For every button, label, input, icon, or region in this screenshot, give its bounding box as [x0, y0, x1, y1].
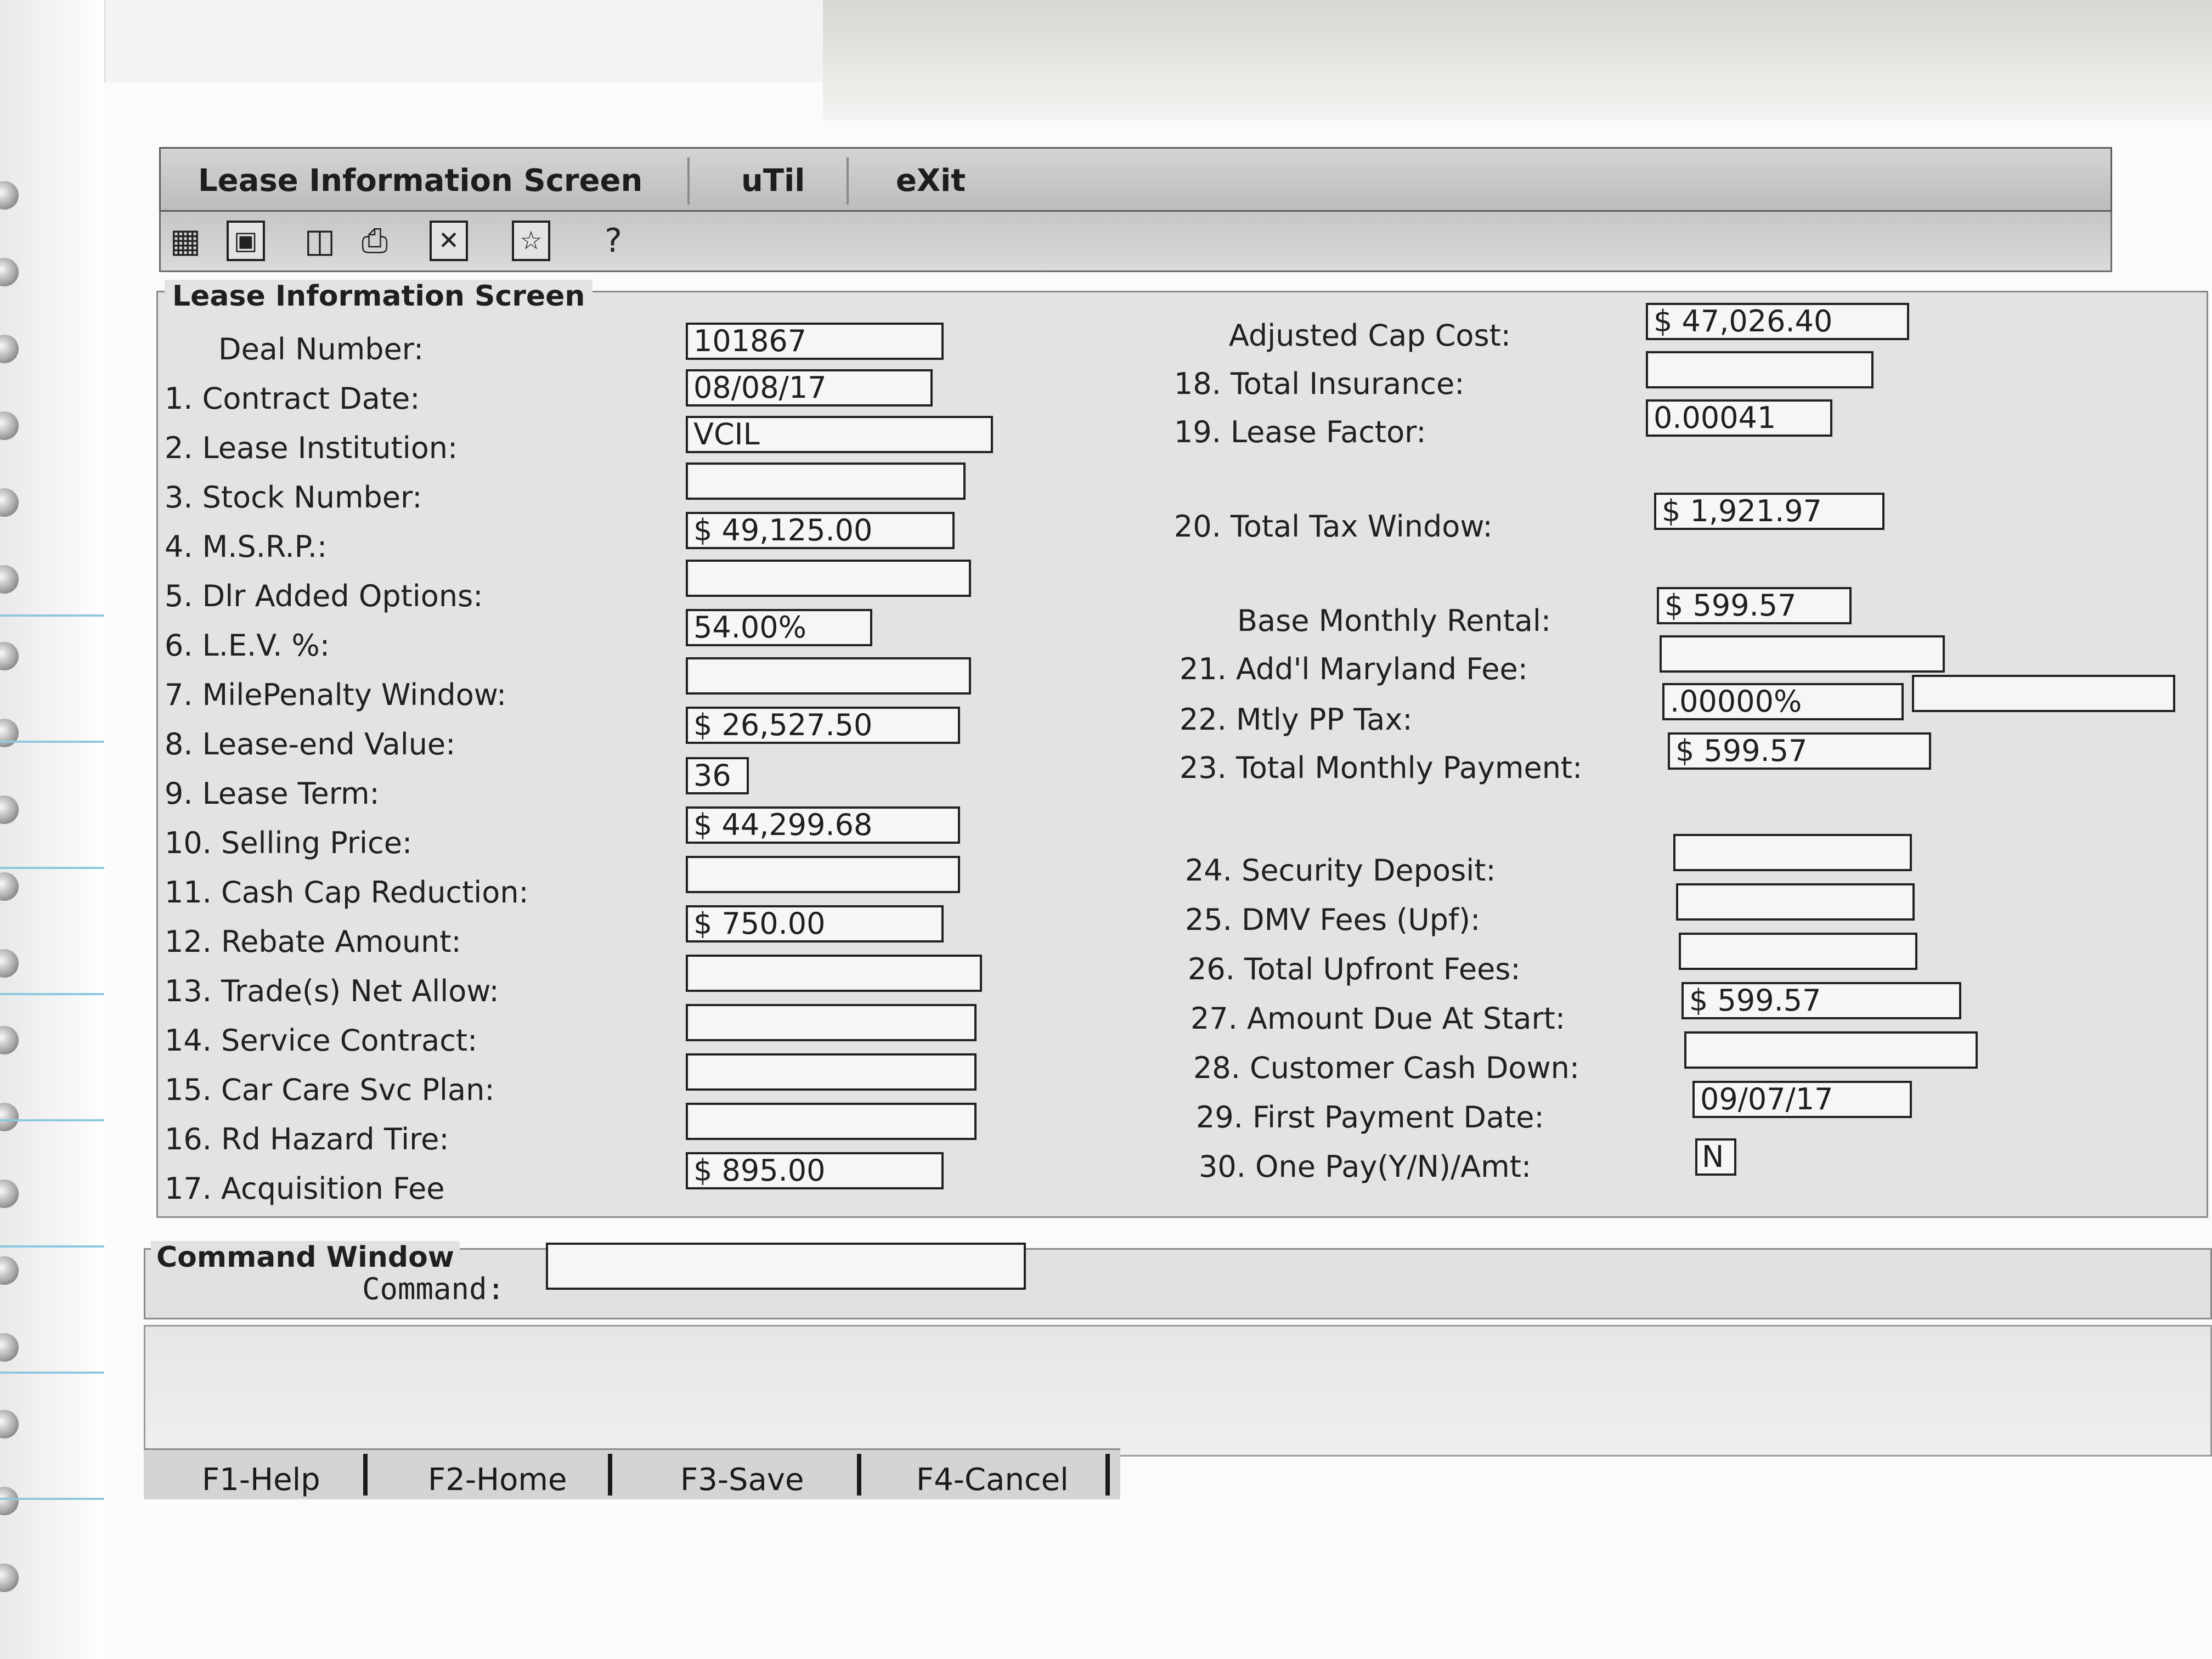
cash-cap-reduction-field[interactable] — [686, 856, 960, 893]
addl-maryland-fee-field[interactable] — [1660, 635, 1945, 673]
base-monthly-rental-label: Base Monthly Rental: — [1237, 603, 1551, 638]
msrp-label: 4. M.S.R.P.: — [165, 529, 328, 564]
amount-due-at-start-label: 27. Amount Due At Start: — [1190, 1001, 1566, 1036]
panel-title: Lease Information Screen — [165, 280, 592, 313]
total-monthly-payment-field[interactable]: $ 599.57 — [1668, 732, 1931, 770]
contract-date-label: 1. Contract Date: — [165, 381, 420, 416]
stock-number-field[interactable] — [686, 462, 966, 500]
rd-hazard-tire-field[interactable] — [686, 1103, 977, 1140]
tree-icon[interactable]: ☆ — [512, 221, 550, 261]
fkey-separator — [1105, 1454, 1110, 1496]
total-monthly-payment-label: 23. Total Monthly Payment: — [1180, 751, 1583, 785]
command-label: Command: — [362, 1272, 505, 1306]
addl-maryland-fee-label: 21. Add'l Maryland Fee: — [1180, 652, 1528, 686]
ruled-line — [0, 614, 104, 617]
rebate-amount-label: 12. Rebate Amount: — [165, 924, 461, 959]
dmv-fees-field[interactable] — [1676, 883, 1915, 921]
printer-icon[interactable]: ⎙ — [362, 222, 388, 260]
msrp-field[interactable]: $ 49,125.00 — [686, 512, 955, 549]
adjusted-cap-cost-label: Adjusted Cap Cost: — [1229, 318, 1511, 353]
lease-institution-label: 2. Lease Institution: — [165, 431, 458, 465]
spiral-ring — [0, 258, 19, 286]
customer-cash-down-field[interactable] — [1684, 1031, 1978, 1069]
lease-factor-label: 19. Lease Factor: — [1174, 415, 1426, 449]
spiral-ring — [0, 1026, 19, 1054]
first-payment-date-label: 29. First Payment Date: — [1196, 1100, 1544, 1135]
spiral-ring — [0, 949, 19, 978]
f2-home-button[interactable]: F2-Home — [428, 1462, 567, 1498]
total-tax-window-field[interactable]: $ 1,921.97 — [1654, 493, 1884, 530]
spiral-ring — [0, 1256, 19, 1285]
deal-number-label: Deal Number: — [218, 332, 424, 366]
help-icon[interactable]: ? — [605, 222, 622, 260]
acquisition-fee-label: 17. Acquisition Fee — [165, 1171, 445, 1206]
calendar-icon[interactable]: ▣ — [227, 221, 265, 261]
spiral-ring — [0, 565, 19, 594]
amount-due-at-start-field[interactable]: $ 599.57 — [1681, 982, 1961, 1019]
contract-date-field[interactable]: 08/08/17 — [686, 369, 933, 407]
total-upfront-fees-field[interactable] — [1679, 933, 1917, 970]
lease-term-label: 9. Lease Term: — [165, 776, 380, 811]
mtly-pp-tax-field[interactable]: .00000% — [1662, 683, 1904, 720]
mtly-pp-tax-extra-field[interactable] — [1912, 675, 2175, 712]
dmv-fees-label: 25. DMV Fees (Upf): — [1185, 902, 1481, 937]
mile-penalty-window-field[interactable] — [686, 657, 971, 695]
lease-end-value-field[interactable]: $ 26,527.50 — [686, 707, 960, 744]
base-monthly-rental-field[interactable]: $ 599.57 — [1657, 587, 1852, 624]
ruled-line — [0, 993, 104, 995]
rd-hazard-tire-label: 16. Rd Hazard Tire: — [165, 1122, 449, 1156]
ruled-line — [0, 741, 104, 743]
spiral-ring — [0, 181, 19, 210]
mtly-pp-tax-label: 22. Mtly PP Tax: — [1180, 702, 1413, 737]
trade-net-allow-field[interactable] — [686, 955, 982, 992]
menu-util[interactable]: uTil — [741, 163, 805, 199]
customer-cash-down-label: 28. Customer Cash Down: — [1193, 1051, 1580, 1085]
menu-exit[interactable]: eXit — [896, 163, 966, 199]
menu-separator — [847, 157, 849, 205]
service-contract-label: 14. Service Contract: — [165, 1023, 478, 1058]
ruled-line — [0, 1119, 104, 1121]
notebook-spiral — [0, 0, 105, 1659]
f1-help-button[interactable]: F1-Help — [202, 1462, 320, 1498]
acquisition-fee-field[interactable]: $ 895.00 — [686, 1152, 944, 1189]
ruled-line — [0, 1372, 104, 1374]
spiral-ring — [0, 1487, 19, 1515]
fkey-separator — [363, 1454, 368, 1496]
spiral-ring — [0, 411, 19, 440]
paper-shadow — [823, 0, 2212, 121]
car-care-svc-plan-field[interactable] — [686, 1053, 977, 1091]
spiral-ring — [0, 1180, 19, 1208]
dlr-added-options-label: 5. Dlr Added Options: — [165, 579, 483, 613]
total-tax-window-label: 20. Total Tax Window: — [1174, 509, 1493, 544]
cash-cap-reduction-label: 11. Cash Cap Reduction: — [165, 875, 529, 910]
spiral-ring — [0, 1333, 19, 1362]
f3-save-button[interactable]: F3-Save — [680, 1462, 804, 1498]
spiral-ring — [0, 1410, 19, 1438]
spiral-ring — [0, 488, 19, 517]
stock-number-label: 3. Stock Number: — [165, 480, 422, 515]
fkey-separator — [857, 1454, 861, 1496]
fkey-separator — [608, 1454, 612, 1496]
close-box-icon[interactable]: ✕ — [430, 221, 468, 261]
rebate-amount-field[interactable]: $ 750.00 — [686, 905, 944, 943]
lease-term-field[interactable]: 36 — [686, 757, 749, 794]
one-pay-label: 30. One Pay(Y/N)/Amt: — [1199, 1149, 1532, 1184]
ruled-line — [0, 867, 104, 869]
spiral-ring — [0, 1103, 19, 1131]
spiral-ring — [0, 872, 19, 901]
toolbar — [159, 212, 2112, 272]
ruled-line — [0, 1245, 104, 1248]
f4-cancel-button[interactable]: F4-Cancel — [916, 1462, 1069, 1498]
deal-number-field[interactable]: 101867 — [686, 323, 944, 360]
message-area — [144, 1325, 2212, 1457]
service-contract-field[interactable] — [686, 1004, 977, 1041]
ruled-line — [0, 1498, 104, 1500]
security-deposit-field[interactable] — [1673, 834, 1912, 871]
selling-price-label: 10. Selling Price: — [165, 826, 413, 860]
lev-percent-field[interactable]: 54.00% — [686, 609, 872, 646]
mile-penalty-window-label: 7. MilePenalty Window: — [165, 678, 507, 712]
menu-separator — [687, 157, 690, 205]
lease-factor-field[interactable]: 0.00041 — [1646, 399, 1832, 437]
lev-percent-label: 6. L.E.V. %: — [165, 628, 330, 663]
menu-bar — [159, 147, 2112, 212]
lease-end-value-label: 8. Lease-end Value: — [165, 727, 456, 761]
command-input[interactable] — [546, 1243, 1026, 1290]
total-upfront-fees-label: 26. Total Upfront Fees: — [1188, 952, 1521, 986]
spiral-ring — [0, 642, 19, 670]
command-window-title: Command Window — [151, 1241, 460, 1274]
selling-price-field[interactable]: $ 44,299.68 — [686, 806, 960, 844]
one-pay-field[interactable]: N — [1695, 1138, 1736, 1176]
total-insurance-label: 18. Total Insurance: — [1174, 366, 1465, 401]
first-payment-date-field[interactable]: 09/07/17 — [1692, 1081, 1912, 1118]
calculator-icon[interactable]: ▦ — [170, 222, 201, 260]
spiral-ring — [0, 719, 19, 747]
total-insurance-field[interactable] — [1646, 351, 1874, 388]
spiral-ring — [0, 335, 19, 363]
menu-title[interactable]: Lease Information Screen — [198, 163, 643, 199]
spiral-ring — [0, 1564, 19, 1592]
dlr-added-options-field[interactable] — [686, 560, 971, 597]
adjusted-cap-cost-field[interactable]: $ 47,026.40 — [1646, 303, 1909, 340]
lease-institution-field[interactable]: VCIL — [686, 416, 993, 453]
security-deposit-label: 24. Security Deposit: — [1185, 853, 1496, 888]
car-care-svc-plan-label: 15. Car Care Svc Plan: — [165, 1073, 495, 1107]
book-icon[interactable]: ◫ — [304, 222, 336, 260]
spiral-ring — [0, 795, 19, 824]
trade-net-allow-label: 13. Trade(s) Net Allow: — [165, 974, 499, 1008]
